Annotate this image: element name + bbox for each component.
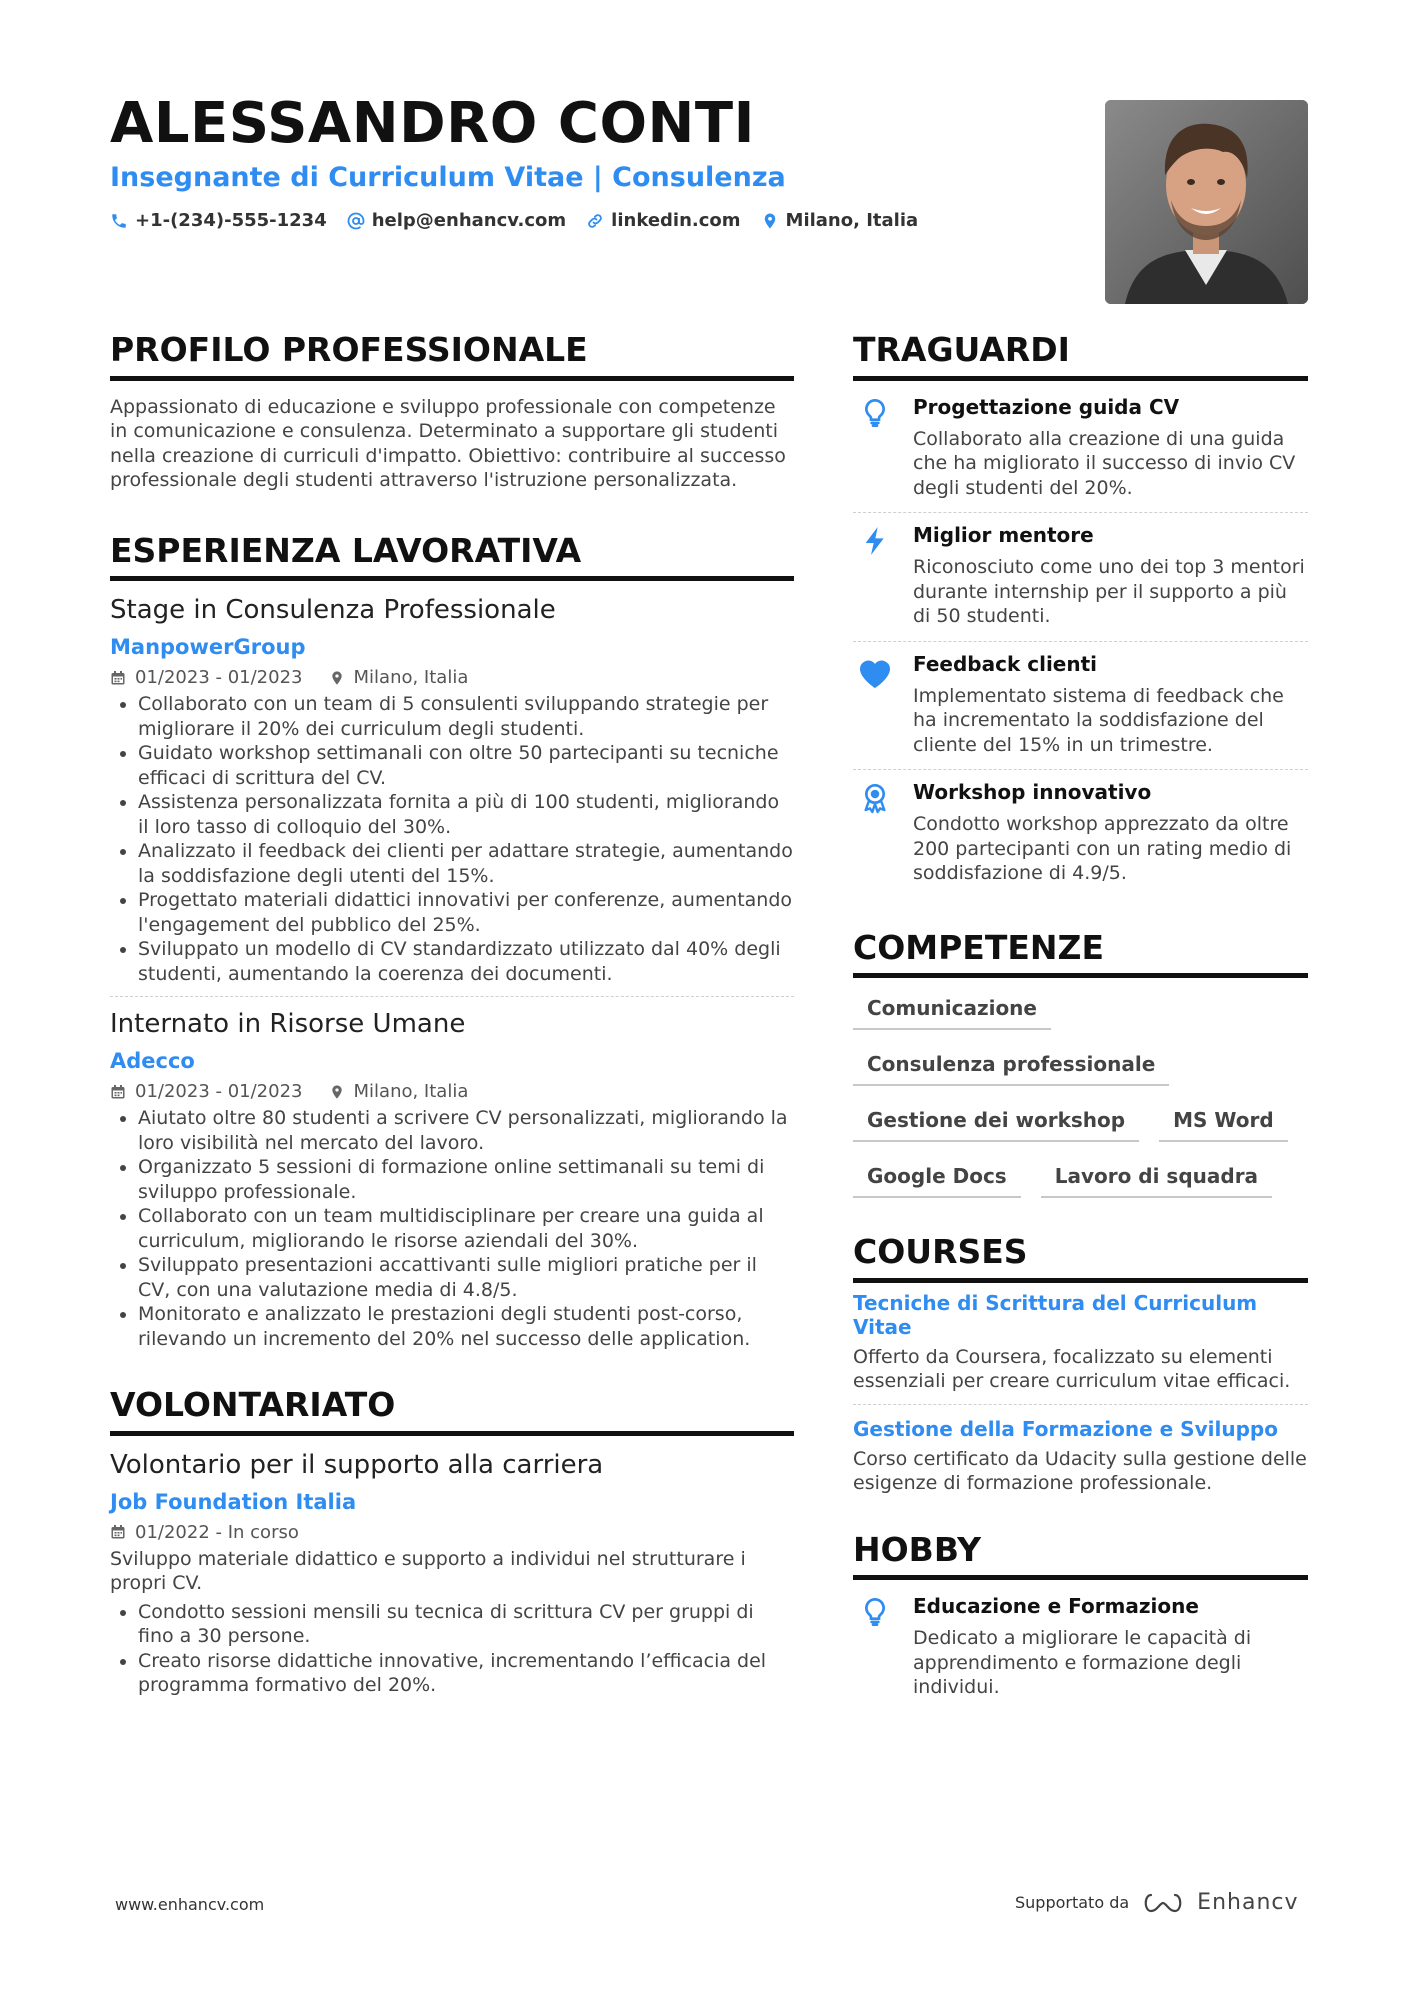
job-entry bbox=[110, 1009, 794, 1351]
volunteer-company: Job Foundation Italia bbox=[110, 1489, 357, 1514]
location-pin-icon bbox=[329, 1084, 345, 1100]
contact-email[interactable] bbox=[347, 210, 566, 231]
contact-location bbox=[761, 210, 919, 231]
list-item: • Analizzato il feedback dei clienti per adattare strategie, aumentando la soddisfazione degli utenti del 15%. bbox=[138, 839, 794, 888]
job-meta bbox=[110, 1081, 794, 1102]
volunteer-section bbox=[110, 1385, 794, 1698]
hobby-icon-wrap bbox=[853, 1594, 897, 1700]
courses-section bbox=[853, 1232, 1308, 1496]
achievement-icon-wrap bbox=[853, 395, 897, 501]
job-meta bbox=[110, 667, 794, 688]
job-dates bbox=[110, 667, 303, 688]
job-location-text: Milano, Italia bbox=[353, 1081, 469, 1103]
skill-tag: Consulenza professionale bbox=[853, 1048, 1169, 1086]
hobby-desc: Dedicato a migliorare le capacità di apprendimento e formazione degli individui. bbox=[913, 1627, 1252, 1699]
lightbulb-icon bbox=[859, 1596, 891, 1628]
achievement-title: Feedback clienti bbox=[913, 651, 1098, 676]
achievement-desc: Collaborato alla creazione di una guida che ha migliorato il successo di invio CV degli studenti del 20%. bbox=[913, 427, 1296, 499]
skill-tag: Google Docs bbox=[853, 1160, 1021, 1198]
job-role: Internato in Risorse Umane bbox=[110, 1009, 466, 1040]
right-column bbox=[853, 330, 1308, 1750]
course-desc: Corso certificato da Udacity sulla gestione delle esigenze di formazione professionale. bbox=[853, 1447, 1307, 1495]
achievement-title: Workshop innovativo bbox=[913, 780, 1152, 805]
skill-tag: Gestione dei workshop bbox=[853, 1104, 1139, 1142]
achievement-title: Progettazione guida CV bbox=[913, 394, 1180, 419]
hobby-item bbox=[853, 1584, 1308, 1712]
achievements-section bbox=[853, 330, 1308, 898]
location-pin-icon bbox=[761, 212, 779, 230]
powered-by-text: Supportato da bbox=[1015, 1893, 1130, 1912]
volunteer-role: Volontario per il supporto alla carriera bbox=[110, 1449, 604, 1480]
volunteer-dates bbox=[110, 1522, 299, 1543]
contact-linkedin[interactable] bbox=[586, 210, 740, 231]
volunteer-description: Sviluppo materiale didattico e supporto a individui nel strutturare i propri CV. bbox=[110, 1547, 746, 1595]
list-item: • Collaborato con un team multidisciplinare per creare una guida al curriculum, migliorando le risorse aziendali del 30%. bbox=[138, 1204, 794, 1253]
achievement-body bbox=[913, 523, 1308, 629]
phone-icon bbox=[110, 212, 128, 230]
job-location bbox=[329, 667, 469, 688]
skills-section bbox=[853, 928, 1308, 1199]
list-item: • Sviluppato presentazioni accattivanti sulle migliori pratiche per il CV, con una valutazione media di 4.8/5. bbox=[138, 1253, 794, 1302]
calendar-icon bbox=[110, 670, 126, 686]
profile-text: Appassionato di educazione e sviluppo professionale con competenze in comunicazione e consulenza. Determinato a supportare gli studenti nella creazione di curriculi d'impatto. Obiettivo: contribuire al successo professionale degli studenti attraverso l'istruzione personalizzata. bbox=[110, 395, 786, 492]
brand-name: Enhancv bbox=[1197, 1890, 1299, 1915]
link-icon bbox=[586, 212, 604, 230]
skill-tag: MS Word bbox=[1159, 1104, 1288, 1142]
list-item: • Organizzato 5 sessioni di formazione online settimanali su temi di sviluppo professionale. bbox=[138, 1155, 794, 1204]
job-company: Adecco bbox=[110, 1049, 195, 1074]
achievement-icon-wrap bbox=[853, 780, 897, 886]
job-company: ManpowerGroup bbox=[110, 635, 306, 660]
experience-section bbox=[110, 531, 794, 1352]
lightbulb-icon bbox=[859, 397, 891, 429]
entry-divider bbox=[110, 996, 794, 997]
calendar-icon bbox=[110, 1524, 126, 1540]
job-bullets bbox=[110, 692, 794, 986]
footer-branding bbox=[1015, 1890, 1299, 1915]
achievements-heading: TRAGUARDI bbox=[853, 330, 1308, 381]
entry-divider bbox=[853, 1404, 1308, 1405]
skills-heading: COMPETENZE bbox=[853, 928, 1308, 979]
phone-text: +1-(234)-555-1234 bbox=[135, 210, 327, 231]
volunteer-bullets bbox=[110, 1600, 794, 1698]
job-location bbox=[329, 1081, 469, 1102]
at-icon bbox=[347, 212, 365, 230]
heart-icon bbox=[856, 654, 894, 692]
job-dates-text: 01/2023 - 01/2023 bbox=[135, 667, 303, 689]
job-dates-text: 01/2023 - 01/2023 bbox=[135, 1081, 303, 1103]
list-item: • Creato risorse didattiche innovative, incrementando l’efficacia del programma formativo del 20%. bbox=[138, 1649, 794, 1698]
candidate-name: ALESSANDRO CONTI bbox=[110, 91, 755, 156]
location-pin-icon bbox=[329, 670, 345, 686]
achievement-body bbox=[913, 652, 1308, 758]
profile-photo bbox=[1105, 100, 1308, 304]
achievement-item bbox=[853, 513, 1308, 642]
hobby-title: Educazione e Formazione bbox=[913, 1594, 1199, 1619]
linkedin-text: linkedin.com bbox=[611, 210, 741, 231]
achievement-item bbox=[853, 642, 1308, 771]
calendar-icon bbox=[110, 1084, 126, 1100]
list-item: • Collaborato con un team di 5 consulenti sviluppando strategie per migliorare il 20% dei curriculum degli studenti. bbox=[138, 692, 794, 741]
hobby-heading: HOBBY bbox=[853, 1530, 1308, 1581]
course-item bbox=[853, 1417, 1308, 1496]
contact-bar bbox=[110, 210, 918, 231]
achievement-title: Miglior mentore bbox=[913, 523, 1094, 548]
profile-heading: PROFILO PROFESSIONALE bbox=[110, 330, 794, 381]
footer-website[interactable]: www.enhancv.com bbox=[115, 1895, 265, 1914]
list-item: • Condotto sessioni mensili su tecnica di scrittura CV per gruppi di fino a 30 persone. bbox=[138, 1600, 794, 1649]
hobby-section bbox=[853, 1530, 1308, 1712]
list-item: • Monitorato e analizzato le prestazioni degli studenti post-corso, rilevando un incremento del 20% nel successo delle application. bbox=[138, 1302, 794, 1351]
experience-heading: ESPERIENZA LAVORATIVA bbox=[110, 531, 794, 582]
list-item: • Sviluppato un modello di CV standardizzato utilizzato dal 40% degli studenti, aumentando la coerenza dei documenti. bbox=[138, 937, 794, 986]
lightning-icon bbox=[859, 525, 891, 557]
job-role: Stage in Consulenza Professionale bbox=[110, 595, 556, 626]
volunteer-dates-text: 01/2022 - In corso bbox=[135, 1521, 299, 1543]
profile-section bbox=[110, 330, 794, 493]
achievement-desc: Implementato sistema di feedback che ha incrementato la soddisfazione del cliente del 15% in un trimestre. bbox=[913, 684, 1284, 756]
achievement-icon-wrap bbox=[853, 523, 897, 629]
skill-tag: Lavoro di squadra bbox=[1041, 1160, 1272, 1198]
skills-list bbox=[853, 992, 1308, 1198]
course-item bbox=[853, 1291, 1308, 1394]
courses-heading: COURSES bbox=[853, 1232, 1308, 1283]
contact-phone[interactable] bbox=[110, 210, 327, 231]
job-location-text: Milano, Italia bbox=[353, 667, 469, 689]
course-title: Gestione della Formazione e Sviluppo bbox=[853, 1416, 1278, 1441]
award-icon bbox=[859, 782, 891, 814]
candidate-title: Insegnante di Curriculum Vitae | Consulenza bbox=[110, 162, 786, 193]
achievement-icon-wrap bbox=[853, 652, 897, 758]
volunteer-meta bbox=[110, 1522, 794, 1543]
achievement-desc: Condotto workshop apprezzato da oltre 200 partecipanti con un rating medio di soddisfazione di 4.9/5. bbox=[913, 813, 1292, 885]
list-item: • Assistenza personalizzata fornita a più di 100 studenti, migliorando il loro tasso di colloquio del 30%. bbox=[138, 790, 794, 839]
job-dates bbox=[110, 1081, 303, 1102]
volunteer-heading: VOLONTARIATO bbox=[110, 1385, 794, 1436]
location-text: Milano, Italia bbox=[785, 210, 919, 231]
course-title: Tecniche di Scrittura del Curriculum Vitae bbox=[853, 1290, 1258, 1339]
achievement-desc: Riconosciuto come uno dei top 3 mentori durante internship per il supporto a più di 50 studenti. bbox=[913, 556, 1305, 628]
achievement-body bbox=[913, 395, 1308, 501]
job-bullets bbox=[110, 1106, 794, 1351]
course-desc: Offerto da Coursera, focalizzato su elementi essenziali per creare curriculum vitae efficaci. bbox=[853, 1345, 1291, 1393]
list-item: • Aiutato oltre 80 studenti a scrivere CV personalizzati, migliorando la loro visibilità nel mercato del lavoro. bbox=[138, 1106, 794, 1155]
left-column bbox=[110, 330, 794, 1736]
achievement-item bbox=[853, 385, 1308, 514]
list-item: • Guidato workshop settimanali con oltre 50 partecipanti su tecniche efficaci di scrittura del CV. bbox=[138, 741, 794, 790]
achievement-item bbox=[853, 770, 1308, 898]
list-item: • Progettato materiali didattici innovativi per conferenze, aumentando l'engagement del pubblico del 25%. bbox=[138, 888, 794, 937]
hobby-body bbox=[913, 1594, 1308, 1700]
job-entry bbox=[110, 595, 794, 986]
skill-tag: Comunicazione bbox=[853, 992, 1051, 1030]
email-text: help@enhancv.com bbox=[371, 210, 567, 231]
enhancv-logo-icon bbox=[1141, 1891, 1185, 1915]
achievement-body bbox=[913, 780, 1308, 886]
